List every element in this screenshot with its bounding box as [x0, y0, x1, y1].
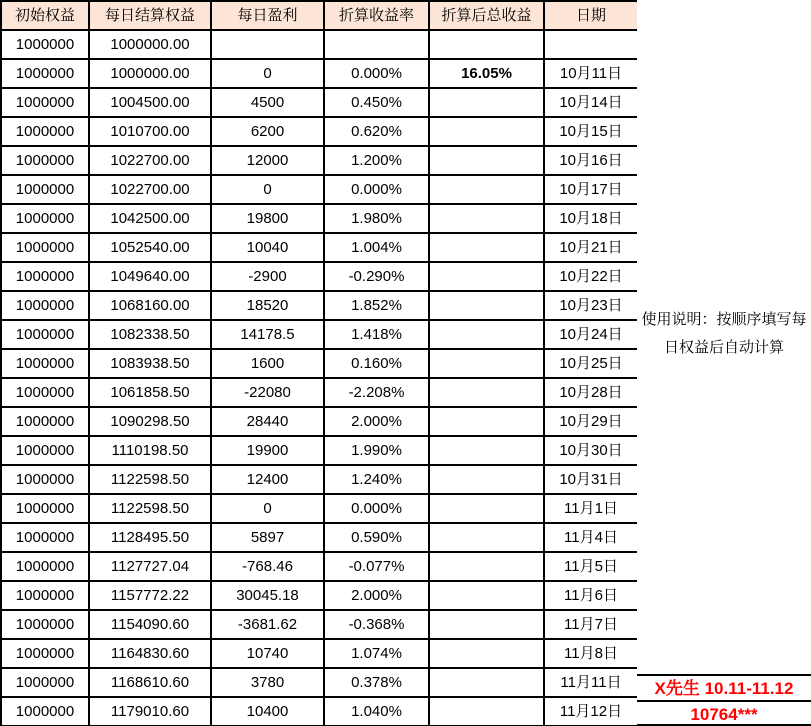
- total-return-cell[interactable]: [429, 117, 544, 146]
- daily-profit-cell[interactable]: 14178.5: [211, 320, 324, 349]
- total-return-cell[interactable]: [429, 697, 544, 726]
- initial-equity-cell[interactable]: 1000000: [1, 668, 89, 697]
- return-rate-cell[interactable]: 2.000%: [324, 407, 429, 436]
- return-rate-cell[interactable]: [324, 30, 429, 59]
- initial-equity-cell[interactable]: 1000000: [1, 30, 89, 59]
- daily-profit-cell[interactable]: [211, 30, 324, 59]
- settled-equity-cell[interactable]: 1164830.60: [89, 639, 211, 668]
- daily-profit-cell[interactable]: 12400: [211, 465, 324, 494]
- total-return-cell[interactable]: [429, 30, 544, 59]
- settled-equity-cell[interactable]: 1179010.60: [89, 697, 211, 726]
- table-body: [1, 30, 638, 726]
- settled-equity-cell[interactable]: 1122598.50: [89, 465, 211, 494]
- table-row: [1, 552, 638, 581]
- settled-equity-cell[interactable]: 1052540.00: [89, 233, 211, 262]
- initial-equity-cell[interactable]: 1000000: [1, 610, 89, 639]
- return-rate-cell[interactable]: 1.074%: [324, 639, 429, 668]
- return-rate-cell[interactable]: 1.040%: [324, 697, 429, 726]
- table-row: [1, 697, 638, 726]
- settled-equity-cell[interactable]: 1004500.00: [89, 88, 211, 117]
- table-row: [1, 378, 638, 407]
- total-return-cell[interactable]: [429, 349, 544, 378]
- total-return-cell[interactable]: [429, 88, 544, 117]
- initial-equity-cell[interactable]: 1000000: [1, 639, 89, 668]
- total-return-cell[interactable]: [429, 639, 544, 668]
- total-return-cell[interactable]: [429, 291, 544, 320]
- daily-profit-cell[interactable]: 18520: [211, 291, 324, 320]
- initial-equity-cell[interactable]: 1000000: [1, 552, 89, 581]
- client-period-cell[interactable]: X先生 10.11-11.12: [637, 674, 811, 700]
- initial-equity-cell[interactable]: 1000000: [1, 697, 89, 726]
- total-return-cell[interactable]: [429, 436, 544, 465]
- table-row: [1, 523, 638, 552]
- initial-equity-cell[interactable]: 1000000: [1, 407, 89, 436]
- date-cell[interactable]: 10月16日: [544, 146, 638, 175]
- total-return-cell[interactable]: [429, 233, 544, 262]
- total-return-cell[interactable]: 16.05%: [429, 59, 544, 88]
- total-return-cell[interactable]: [429, 523, 544, 552]
- date-cell[interactable]: 10月29日: [544, 407, 638, 436]
- total-return-cell[interactable]: [429, 465, 544, 494]
- table-row: [1, 407, 638, 436]
- total-return-cell[interactable]: [429, 581, 544, 610]
- initial-equity-cell[interactable]: 1000000: [1, 320, 89, 349]
- return-rate-cell[interactable]: 1.200%: [324, 146, 429, 175]
- total-return-cell[interactable]: [429, 146, 544, 175]
- return-rate-cell[interactable]: 0.000%: [324, 59, 429, 88]
- daily-profit-cell[interactable]: 4500: [211, 88, 324, 117]
- initial-equity-cell[interactable]: 1000000: [1, 378, 89, 407]
- date-cell[interactable]: 10月11日: [544, 59, 638, 88]
- date-cell[interactable]: 10月17日: [544, 175, 638, 204]
- total-return-cell[interactable]: [429, 320, 544, 349]
- date-cell[interactable]: 11月1日: [544, 494, 638, 523]
- return-rate-cell[interactable]: 0.160%: [324, 349, 429, 378]
- table-row: [1, 465, 638, 494]
- settled-equity-cell[interactable]: 1022700.00: [89, 146, 211, 175]
- table-row: [1, 436, 638, 465]
- total-return-cell[interactable]: [429, 494, 544, 523]
- return-rate-cell[interactable]: 1.418%: [324, 320, 429, 349]
- settled-equity-cell[interactable]: 1068160.00: [89, 291, 211, 320]
- daily-profit-cell[interactable]: 10040: [211, 233, 324, 262]
- table-row: [1, 175, 638, 204]
- total-return-cell[interactable]: [429, 407, 544, 436]
- settled-equity-cell[interactable]: 1022700.00: [89, 175, 211, 204]
- daily-profit-cell[interactable]: 1600: [211, 349, 324, 378]
- total-return-cell[interactable]: [429, 552, 544, 581]
- return-rate-cell[interactable]: 1.240%: [324, 465, 429, 494]
- settled-equity-cell[interactable]: 1128495.50: [89, 523, 211, 552]
- initial-equity-cell[interactable]: 1000000: [1, 436, 89, 465]
- total-return-cell[interactable]: [429, 610, 544, 639]
- return-rate-cell[interactable]: 0.000%: [324, 494, 429, 523]
- date-cell[interactable]: 10月23日: [544, 291, 638, 320]
- return-rate-cell[interactable]: -2.208%: [324, 378, 429, 407]
- total-return-cell[interactable]: [429, 204, 544, 233]
- side-panel: [637, 0, 811, 726]
- return-rate-cell[interactable]: 2.000%: [324, 581, 429, 610]
- daily-profit-cell[interactable]: 28440: [211, 407, 324, 436]
- table-row: [1, 117, 638, 146]
- table-row: [1, 320, 638, 349]
- header-date[interactable]: 日期: [544, 1, 638, 30]
- initial-equity-cell[interactable]: 1000000: [1, 233, 89, 262]
- settled-equity-cell[interactable]: 1083938.50: [89, 349, 211, 378]
- settled-equity-cell[interactable]: 1061858.50: [89, 378, 211, 407]
- table-row: [1, 59, 638, 88]
- table-row: [1, 146, 638, 175]
- return-rate-cell[interactable]: 0.620%: [324, 117, 429, 146]
- initial-equity-cell[interactable]: 1000000: [1, 175, 89, 204]
- daily-profit-cell[interactable]: 10400: [211, 697, 324, 726]
- initial-equity-cell[interactable]: 1000000: [1, 204, 89, 233]
- daily-profit-cell[interactable]: -22080: [211, 378, 324, 407]
- daily-profit-cell[interactable]: 0: [211, 494, 324, 523]
- settled-equity-cell[interactable]: 1110198.50: [89, 436, 211, 465]
- settled-equity-cell[interactable]: 1090298.50: [89, 407, 211, 436]
- settled-equity-cell[interactable]: 1000000.00: [89, 30, 211, 59]
- daily-profit-cell[interactable]: 3780: [211, 668, 324, 697]
- date-cell[interactable]: 10月30日: [544, 436, 638, 465]
- return-rate-cell[interactable]: 0.450%: [324, 88, 429, 117]
- daily-profit-cell[interactable]: 6200: [211, 117, 324, 146]
- date-cell[interactable]: 11月4日: [544, 523, 638, 552]
- settled-equity-cell[interactable]: 1082338.50: [89, 320, 211, 349]
- date-cell[interactable]: [544, 30, 638, 59]
- table-row: [1, 233, 638, 262]
- settled-equity-cell[interactable]: 1154090.60: [89, 610, 211, 639]
- return-rate-cell[interactable]: 1.004%: [324, 233, 429, 262]
- daily-profit-cell[interactable]: 10740: [211, 639, 324, 668]
- total-return-cell[interactable]: [429, 262, 544, 291]
- return-rate-cell[interactable]: 0.378%: [324, 668, 429, 697]
- total-return-cell[interactable]: [429, 175, 544, 204]
- return-rate-cell[interactable]: -0.290%: [324, 262, 429, 291]
- date-cell[interactable]: 11月7日: [544, 610, 638, 639]
- initial-equity-cell[interactable]: 1000000: [1, 146, 89, 175]
- initial-equity-cell[interactable]: 1000000: [1, 291, 89, 320]
- table-row: [1, 610, 638, 639]
- total-return-cell[interactable]: [429, 378, 544, 407]
- return-rate-cell[interactable]: 0.000%: [324, 175, 429, 204]
- initial-equity-cell[interactable]: 1000000: [1, 59, 89, 88]
- initial-equity-cell[interactable]: 1000000: [1, 523, 89, 552]
- table-row: [1, 639, 638, 668]
- initial-equity-cell[interactable]: 1000000: [1, 117, 89, 146]
- return-rate-cell[interactable]: 1.980%: [324, 204, 429, 233]
- daily-profit-cell[interactable]: 19800: [211, 204, 324, 233]
- header-settled-equity[interactable]: 每日结算权益: [89, 1, 211, 30]
- settled-equity-cell[interactable]: 1010700.00: [89, 117, 211, 146]
- table-row: [1, 494, 638, 523]
- initial-equity-cell[interactable]: 1000000: [1, 494, 89, 523]
- return-rate-cell[interactable]: 1.852%: [324, 291, 429, 320]
- header-return-rate[interactable]: 折算收益率: [324, 1, 429, 30]
- date-cell[interactable]: 10月22日: [544, 262, 638, 291]
- initial-equity-cell[interactable]: 1000000: [1, 262, 89, 291]
- daily-profit-cell[interactable]: 0: [211, 175, 324, 204]
- daily-profit-cell[interactable]: 5897: [211, 523, 324, 552]
- date-cell[interactable]: 10月31日: [544, 465, 638, 494]
- initial-equity-cell[interactable]: 1000000: [1, 581, 89, 610]
- settled-equity-cell[interactable]: 1122598.50: [89, 494, 211, 523]
- daily-profit-cell[interactable]: -2900: [211, 262, 324, 291]
- header-total-return[interactable]: 折算后总收益: [429, 1, 544, 30]
- settled-equity-cell[interactable]: 1168610.60: [89, 668, 211, 697]
- return-rate-cell[interactable]: 0.590%: [324, 523, 429, 552]
- table-row: [1, 262, 638, 291]
- table-row: [1, 581, 638, 610]
- masked-total-cell[interactable]: 10764***: [637, 700, 811, 726]
- settled-equity-cell[interactable]: 1042500.00: [89, 204, 211, 233]
- date-cell[interactable]: 11月8日: [544, 639, 638, 668]
- table-row: [1, 668, 638, 697]
- date-cell[interactable]: 11月11日: [544, 668, 638, 697]
- settled-equity-cell[interactable]: 1127727.04: [89, 552, 211, 581]
- table-header-row: [1, 1, 638, 30]
- date-cell[interactable]: 10月21日: [544, 233, 638, 262]
- date-cell[interactable]: 11月5日: [544, 552, 638, 581]
- daily-profit-cell[interactable]: -3681.62: [211, 610, 324, 639]
- total-return-cell[interactable]: [429, 668, 544, 697]
- daily-profit-cell[interactable]: 0: [211, 59, 324, 88]
- header-initial-equity[interactable]: 初始权益: [1, 1, 89, 30]
- date-cell[interactable]: 10月28日: [544, 378, 638, 407]
- date-cell[interactable]: 10月25日: [544, 349, 638, 378]
- date-cell[interactable]: 10月14日: [544, 88, 638, 117]
- table-row: [1, 204, 638, 233]
- table-row: [1, 30, 638, 59]
- date-cell[interactable]: 11月6日: [544, 581, 638, 610]
- table-row: [1, 349, 638, 378]
- daily-profit-cell[interactable]: -768.46: [211, 552, 324, 581]
- table-row: [1, 291, 638, 320]
- daily-profit-cell[interactable]: 30045.18: [211, 581, 324, 610]
- date-cell[interactable]: 10月15日: [544, 117, 638, 146]
- return-rate-cell[interactable]: -0.077%: [324, 552, 429, 581]
- settled-equity-cell[interactable]: 1000000.00: [89, 59, 211, 88]
- initial-equity-cell[interactable]: 1000000: [1, 349, 89, 378]
- header-daily-profit[interactable]: 每日盈利: [211, 1, 324, 30]
- initial-equity-cell[interactable]: 1000000: [1, 88, 89, 117]
- date-cell[interactable]: 10月18日: [544, 204, 638, 233]
- table-row: [1, 88, 638, 117]
- summary-cells: [637, 674, 811, 726]
- settled-equity-cell[interactable]: 1157772.22: [89, 581, 211, 610]
- settled-equity-cell[interactable]: 1049640.00: [89, 262, 211, 291]
- return-rate-cell[interactable]: -0.368%: [324, 610, 429, 639]
- daily-profit-cell[interactable]: 12000: [211, 146, 324, 175]
- date-cell[interactable]: 11月12日: [544, 697, 638, 726]
- initial-equity-cell[interactable]: 1000000: [1, 465, 89, 494]
- date-cell[interactable]: 10月24日: [544, 320, 638, 349]
- usage-instructions: 使用说明：按顺序填写每日权益后自动计算: [641, 311, 807, 356]
- daily-profit-cell[interactable]: 19900: [211, 436, 324, 465]
- return-rate-cell[interactable]: 1.990%: [324, 436, 429, 465]
